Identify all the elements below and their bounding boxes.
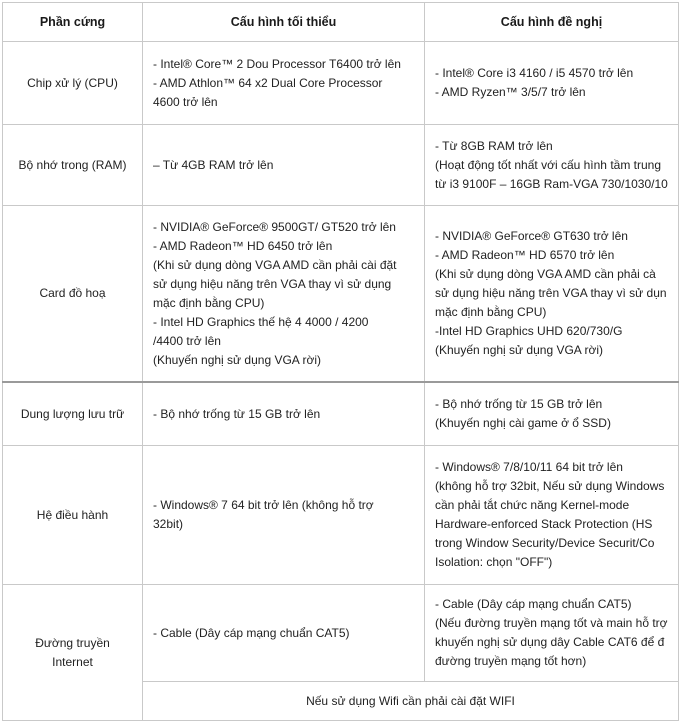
label-gpu: Card đồ hoạ (3, 206, 143, 383)
row-os (3, 446, 679, 585)
rec-gpu-line: - AMD Radeon™ HD 6570 trở lên (435, 248, 615, 262)
rec-ram-line: (Hoạt động tốt nhất với cấu hình tầm trung (435, 157, 662, 172)
label-ram: Bộ nhớ trong (RAM) (3, 125, 143, 206)
rec-storage (425, 382, 679, 446)
row-storage (3, 382, 679, 446)
rec-gpu (425, 206, 679, 383)
rec-os-line: cần phải tắt chức năng Kernel-mode (435, 498, 630, 512)
rec-network-line: đường truyền mạng tốt hơn) (435, 654, 587, 668)
min-os-line: - Windows® 7 64 bit trở lên (không hỗ trợ (153, 498, 374, 512)
min-os-line: 32bit) (153, 517, 184, 531)
rec-os-line: Hardware-enforced Stack Protection (HS (435, 517, 653, 531)
min-gpu-line: (Khi sử dụng dòng VGA AMD cần phải cài đặt (153, 257, 397, 272)
row-network (3, 585, 679, 682)
rec-storage-line: (Khuyến nghị cài game ở ổ SSD) (435, 416, 611, 430)
min-storage (143, 382, 425, 446)
header-row (3, 3, 679, 42)
label-cpu: Chip xử lý (CPU) (3, 42, 143, 125)
rec-gpu-line: sử dụng hiệu năng trên VGA thay vì sử dụn (435, 286, 667, 300)
rec-cpu-line: - AMD Ryzen™ 3/5/7 trở lên (435, 85, 586, 99)
min-network-line: - Cable (Dây cáp mạng chuẩn CAT5) (153, 625, 350, 640)
row-cpu (3, 42, 679, 125)
min-cpu-line: - AMD Athlon™ 64 x2 Dual Core Processor (153, 75, 383, 90)
label-network-line: Đường truyền (35, 635, 110, 650)
rec-network-line: khuyến nghị sử dụng dây Cable CAT6 để đ (435, 635, 665, 649)
rec-gpu-line: -Intel HD Graphics UHD 620/730/G (435, 324, 623, 338)
header-recommended: Cấu hình đề nghị (425, 3, 679, 42)
min-gpu-line: - Intel HD Graphics thế hệ 4 4000 / 4200 (153, 314, 369, 329)
header-hardware: Phần cứng (3, 3, 143, 42)
min-os (143, 446, 425, 585)
min-gpu-line: - NVIDIA® GeForce® 9500GT/ GT520 trở lên (153, 219, 396, 234)
min-network (143, 585, 425, 682)
min-cpu-line: 4600 trở lên (153, 94, 218, 109)
min-ram (143, 125, 425, 206)
rec-ram-line: từ i3 9100F – 16GB Ram-VGA 730/1030/10 (435, 176, 668, 191)
rec-network-line: - Cable (Dây cáp mạng chuẩn CAT5) (435, 597, 632, 611)
rec-os-line: - Windows® 7/8/10/11 64 bit trở lên (435, 460, 623, 474)
min-cpu (143, 42, 425, 125)
rec-cpu (425, 42, 679, 125)
label-storage: Dung lượng lưu trữ (3, 382, 143, 446)
row-gpu (3, 206, 679, 383)
rec-os-line: (không hỗ trợ 32bit, Nếu sử dụng Windows (435, 479, 665, 493)
label-network-line: Internet (52, 654, 93, 669)
rec-os-line: trong Window Security/Device Securit/Co (435, 536, 655, 550)
label-os: Hệ điều hành (3, 446, 143, 585)
min-gpu-line: sử dụng hiệu năng trên VGA thay vì sử dụng (153, 276, 392, 291)
rec-ram (425, 125, 679, 206)
system-requirements-table (2, 2, 679, 721)
rec-network (425, 585, 679, 682)
min-storage-line: - Bộ nhớ trống từ 15 GB trở lên (153, 406, 321, 421)
min-gpu-line: /4400 trở lên (153, 333, 221, 348)
header-minimum: Cấu hình tối thiểu (143, 3, 425, 42)
label-network (3, 585, 143, 721)
rec-network-line: (Nếu đường truyền mạng tốt và main hỗ trợ (435, 616, 668, 630)
rec-gpu-line: - NVIDIA® GeForce® GT630 trở lên (435, 229, 628, 243)
min-gpu (143, 206, 425, 383)
row-ram (3, 125, 679, 206)
rec-gpu-line: mặc định bằng CPU) (435, 305, 547, 319)
rec-gpu-line: (Khi sử dụng dòng VGA AMD cần phải cà (435, 267, 656, 281)
rec-cpu-line: - Intel® Core i3 4160 / i5 4570 trở lên (435, 66, 634, 80)
rec-os-line: Isolation: chọn "OFF") (435, 555, 553, 569)
min-gpu-line: - AMD Radeon™ HD 6450 trở lên (153, 238, 333, 253)
rec-os (425, 446, 679, 585)
rec-storage-line: - Bộ nhớ trống từ 15 GB trở lên (435, 397, 603, 411)
wifi-note: Nếu sử dụng Wifi cần phải cài đặt WIFI (143, 682, 679, 721)
min-cpu-line: - Intel® Core™ 2 Dou Processor T6400 trở lên (153, 56, 401, 71)
min-gpu-line: (Khuyến nghị sử dụng VGA rời) (153, 352, 321, 367)
rec-ram-line: - Từ 8GB RAM trở lên (435, 138, 553, 153)
min-ram-line: – Từ 4GB RAM trở lên (153, 157, 274, 172)
min-gpu-line: mặc định bằng CPU) (153, 295, 265, 310)
rec-gpu-line: (Khuyến nghị sử dụng VGA rời) (435, 343, 603, 357)
